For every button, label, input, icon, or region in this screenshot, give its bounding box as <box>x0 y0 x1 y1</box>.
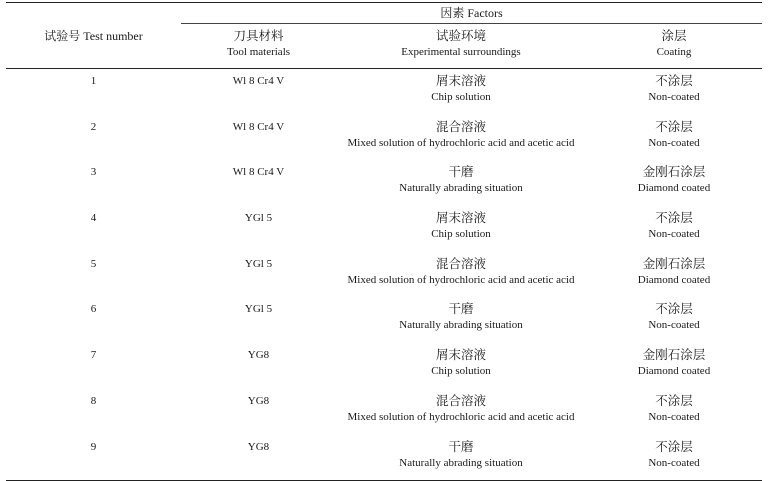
table-row <box>6 435 762 481</box>
coating-en: Diamond coated <box>637 273 711 286</box>
environment-cn: 混合溶液 <box>435 256 486 271</box>
table-row <box>6 252 762 298</box>
environment-cn: 混合溶液 <box>435 119 486 134</box>
coating-cn: 金刚石涂层 <box>642 165 706 180</box>
environment-cell <box>336 69 586 115</box>
environment-en: Mixed solution of hydrochloric acid and acetic acid <box>347 136 575 149</box>
tool-material-cell: YG8 <box>247 394 270 407</box>
tool-material-cell: YGl 5 <box>244 303 273 316</box>
environment-cn: 屑末溶液 <box>435 348 486 363</box>
header-tool-materials-en: Tool materials <box>226 46 291 58</box>
coating-en: Non-coated <box>648 136 700 149</box>
environment-cell <box>336 160 586 206</box>
environment-cell <box>336 343 586 389</box>
environment-cell <box>336 115 586 161</box>
test-number-cell: 1 <box>90 75 97 87</box>
coating-cell <box>586 69 762 115</box>
test-number-cell: 8 <box>90 394 97 407</box>
tool-material-cell: Wl 8 Cr4 V <box>232 120 285 133</box>
coating-cell <box>586 343 762 389</box>
coating-en: Diamond coated <box>637 182 711 195</box>
environment-en: Naturally abrading situation <box>399 456 523 469</box>
coating-cell <box>586 297 762 343</box>
environment-cell <box>336 206 586 252</box>
environment-cn: 干磨 <box>448 439 474 454</box>
coating-en: Non-coated <box>648 319 700 332</box>
environment-en: Mixed solution of hydrochloric acid and acetic acid <box>347 273 575 286</box>
header-tool-materials-cn: 刀具材料 <box>233 29 284 43</box>
test-number-cell: 4 <box>90 212 97 225</box>
coating-cn: 不涂层 <box>655 74 693 88</box>
coating-cn: 不涂层 <box>655 302 693 317</box>
environment-cn: 混合溶液 <box>435 393 486 408</box>
coating-cell <box>586 252 762 298</box>
header-factors: 因素 Factors <box>181 3 762 24</box>
environment-en: Chip solution <box>431 365 491 378</box>
experiment-table <box>6 2 762 481</box>
header-coating-cn: 涂层 <box>661 29 687 43</box>
environment-cn: 屑末溶液 <box>435 211 486 226</box>
coating-cell <box>586 115 762 161</box>
environment-en: Naturally abrading situation <box>399 182 523 195</box>
header-environment-en: Experimental surroundings <box>401 46 521 58</box>
header-row-factors <box>6 3 762 24</box>
environment-cell <box>336 435 586 481</box>
tool-material-cell: YG8 <box>181 435 336 481</box>
environment-en: Chip solution <box>431 91 491 103</box>
test-number-cell: 3 <box>90 166 97 179</box>
test-number-cell: 7 <box>90 349 97 362</box>
table-row <box>6 297 762 343</box>
header-coating-en: Coating <box>656 46 692 58</box>
tool-material-cell: Wl 8 Cr4 V <box>232 75 285 87</box>
table-row <box>6 160 762 206</box>
environment-cn: 屑末溶液 <box>435 74 486 88</box>
environment-cn: 干磨 <box>448 165 474 180</box>
coating-en: Non-coated <box>648 456 700 469</box>
test-number-cell: 9 <box>6 435 181 481</box>
header-tool-materials <box>181 24 336 69</box>
header-environment <box>336 24 586 69</box>
environment-cell <box>336 297 586 343</box>
table-row <box>6 206 762 252</box>
coating-cn: 不涂层 <box>655 393 693 408</box>
coating-en: Non-coated <box>648 228 700 241</box>
test-number-cell: 6 <box>90 303 97 316</box>
test-number-cell: 2 <box>90 120 97 133</box>
header-environment-cn: 试验环境 <box>435 29 486 43</box>
tool-material-cell: YGl 5 <box>244 257 273 270</box>
coating-cn: 金刚石涂层 <box>642 348 706 363</box>
coating-cell <box>586 435 762 481</box>
environment-cn: 干磨 <box>448 302 474 317</box>
coating-en: Non-coated <box>648 91 700 103</box>
tool-material-cell: YG8 <box>247 349 270 362</box>
table-row <box>6 343 762 389</box>
table-body <box>6 69 762 481</box>
coating-cn: 不涂层 <box>655 211 693 226</box>
header-coating <box>586 24 762 69</box>
environment-en: Mixed solution of hydrochloric acid and acetic acid <box>347 410 575 423</box>
coating-cn: 不涂层 <box>655 439 693 454</box>
table-row <box>6 69 762 115</box>
environment-cell <box>336 252 586 298</box>
environment-en: Naturally abrading situation <box>399 319 523 332</box>
coating-cell <box>586 206 762 252</box>
coating-cn: 金刚石涂层 <box>642 256 706 271</box>
tool-material-cell: Wl 8 Cr4 V <box>232 166 285 179</box>
test-number-cell: 5 <box>90 257 97 270</box>
coating-en: Diamond coated <box>637 365 711 378</box>
header-test-number: 试验号 Test number <box>6 3 181 69</box>
coating-en: Non-coated <box>648 410 700 423</box>
table-row <box>6 115 762 161</box>
coating-cell <box>586 160 762 206</box>
environment-en: Chip solution <box>431 228 491 241</box>
coating-cn: 不涂层 <box>655 119 693 134</box>
tool-material-cell: YGl 5 <box>244 212 273 225</box>
